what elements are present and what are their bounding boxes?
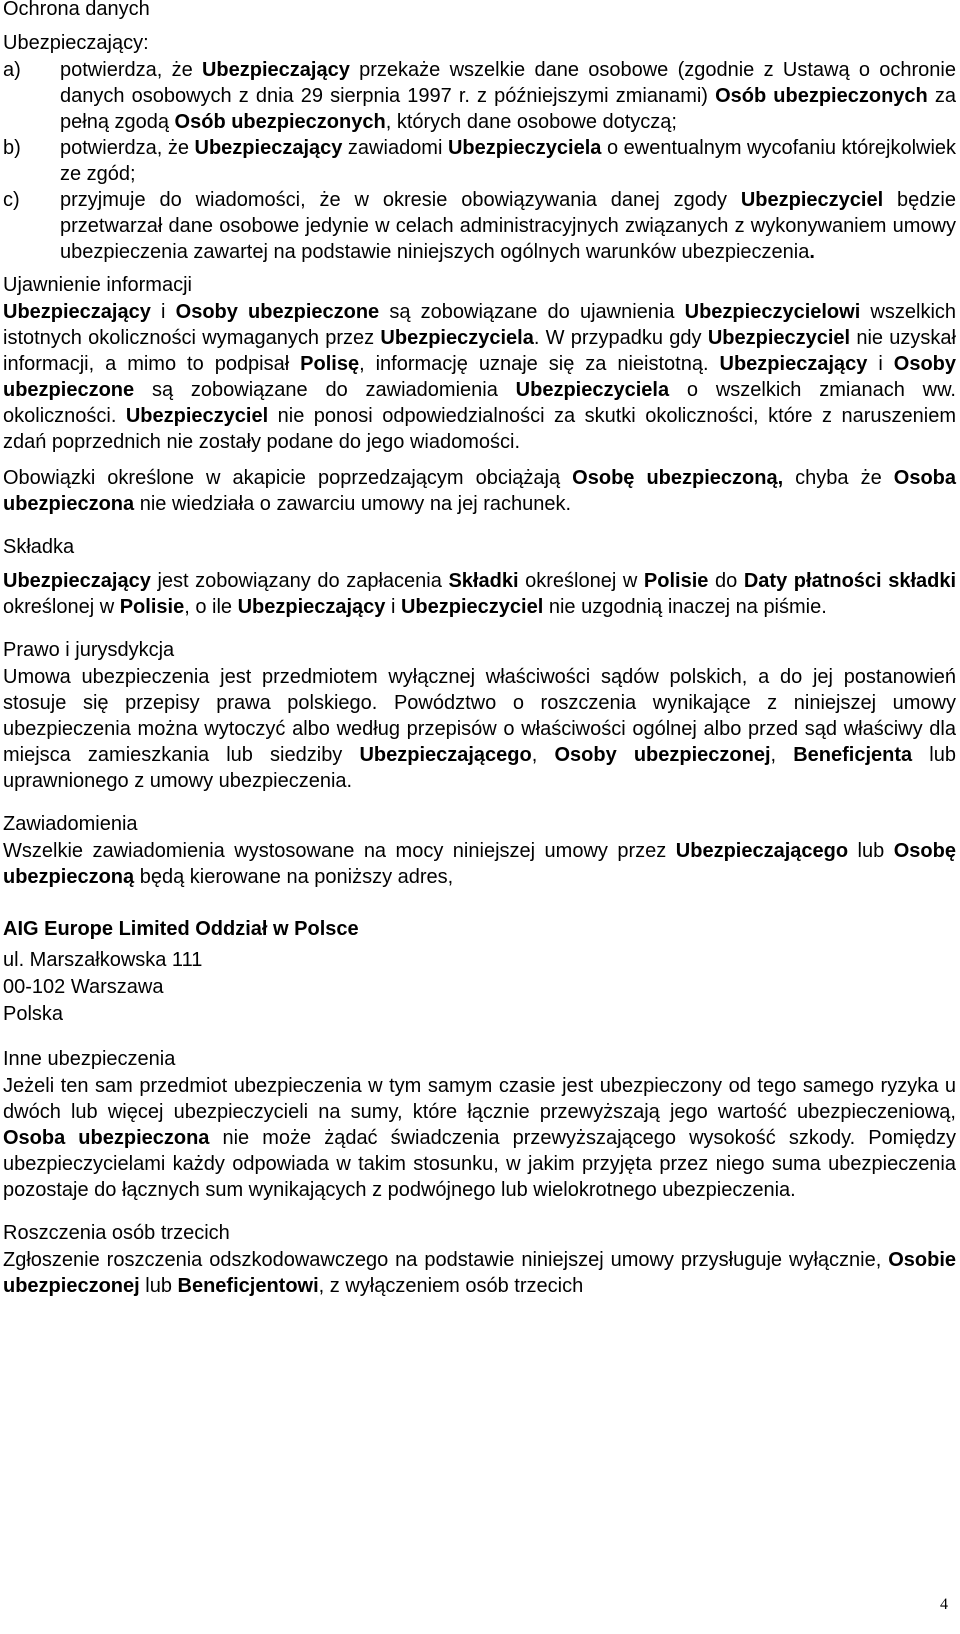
- text-run: nie uzgodnią inaczej na piśmie.: [543, 596, 827, 618]
- bold-term: Osoby ubezpieczone: [175, 301, 380, 323]
- text-run: są zobowiązane do zawiadomienia: [134, 379, 516, 401]
- text-run: do: [708, 570, 744, 592]
- list-marker: c): [3, 189, 20, 211]
- text-run: potwierdza, że: [60, 59, 202, 81]
- disclosure-paragraph: [3, 299, 956, 455]
- text-run: Jeżeli ten sam przedmiot ubezpieczenia w tym samym czasie jest ubezpieczony od tego samego ryzyka u dwóch lub więcej ubezpieczycieli na sumy, które łącznie przewyższają jego wartość ubezpieczeniową,: [3, 1075, 956, 1123]
- text-run: , o ile: [184, 596, 238, 618]
- bold-term: Ubezpieczyciela: [515, 379, 670, 401]
- text-run: potwierdza, że: [60, 137, 195, 159]
- text-run: określonej w: [3, 596, 120, 618]
- insurer-subtitle: Ubezpieczający:: [3, 32, 149, 54]
- bold-term: Składki: [448, 570, 519, 592]
- consent-list: [3, 57, 956, 265]
- company-name: AIG Europe Limited Oddział w Polsce: [3, 918, 359, 940]
- law-paragraph: [3, 664, 956, 794]
- disclosure-obligations-paragraph: [3, 465, 956, 517]
- address-country: Polska: [3, 1003, 64, 1025]
- text-run: jest zobowiązany do zapłacenia: [150, 570, 449, 592]
- bold-term: Ubezpieczyciela: [380, 327, 534, 349]
- text-run: będą kierowane na poniższy adres,: [134, 866, 454, 888]
- bold-term: Osób ubezpieczonych: [715, 85, 928, 107]
- notices-paragraph: [3, 838, 956, 890]
- bold-term: Osoby ubezpieczone: [3, 353, 957, 401]
- text-run: przekaże wszelkie dane osobowe (zgodnie z Ustawą o ochronie danych osobowych z dnia 29 sierpnia 1997 r. z późniejszymi zmianami): [60, 59, 956, 107]
- section-title-other-insurance: Inne ubezpieczenia: [3, 1048, 176, 1070]
- bold-term: Ubezpieczającego: [359, 744, 532, 766]
- page-number: 4: [940, 1596, 948, 1613]
- text-run: , których dane osobowe dotyczą;: [385, 111, 677, 133]
- text-run: wszelkich istotnych okoliczności wymaganych przez: [3, 301, 957, 349]
- text-run: i: [150, 301, 176, 323]
- text-run: , z wyłączeniem osób trzecich: [318, 1275, 584, 1297]
- text-run: i: [867, 353, 894, 375]
- text-run: nie wiedziała o zawarciu umowy na jej rachunek.: [134, 493, 572, 515]
- text-run: , informację uznaje się za nieistotną.: [359, 353, 720, 375]
- text-run: będzie przetwarzał dane osobowe jedynie w celach administracyjnych związanych z wykonywaniem umowy ubezpieczenia zawartej na podstawie niniejszych ogólnych warunków ubezpieczenia: [60, 189, 956, 263]
- section-title-premium: Składka: [3, 536, 75, 558]
- list-item-text: [60, 187, 956, 265]
- bold-term: Ubezpieczyciel: [400, 596, 544, 618]
- bold-term: Polisę: [300, 353, 360, 375]
- text-run: Zgłoszenie roszczenia odszkodowawczego na podstawie niniejszej umowy przysługuje wyłącznie,: [3, 1249, 889, 1271]
- bold-term: Osobie ubezpieczonej: [3, 1249, 956, 1297]
- text-run: Obowiązki określone w akapicie poprzedzającym obciążają: [3, 467, 573, 489]
- bold-term: .: [809, 241, 815, 263]
- bold-term: Osób ubezpieczonych: [174, 111, 386, 133]
- bold-term: Polisie: [119, 596, 185, 618]
- bold-term: Osoba ubezpieczona: [3, 1127, 210, 1149]
- bold-term: Ubezpieczyciela: [447, 137, 602, 159]
- other-insurance-paragraph: [3, 1073, 956, 1203]
- document-page: [3, 0, 956, 1299]
- bold-term: Ubezpieczający: [3, 301, 151, 323]
- text-run: chyba że: [783, 467, 894, 489]
- text-run: są zobowiązane do ujawnienia: [379, 301, 685, 323]
- text-run: lub: [139, 1275, 178, 1297]
- text-run: nie uzyskał informacji, a mimo to podpisał: [3, 327, 956, 375]
- text-run: zawiadomi: [342, 137, 448, 159]
- list-marker: a): [3, 59, 21, 81]
- section-title-third-party-claims: Roszczenia osób trzecich: [3, 1222, 230, 1244]
- bold-term: Beneficjenta: [793, 744, 913, 766]
- bold-term: Osoba ubezpieczona: [3, 467, 957, 515]
- text-run: ,: [531, 744, 555, 766]
- premium-paragraph: [3, 568, 956, 620]
- address-block: [3, 916, 956, 1028]
- third-party-claims-paragraph: [3, 1247, 956, 1299]
- bold-term: Ubezpieczający: [194, 137, 343, 159]
- text-run: określonej w: [518, 570, 644, 592]
- text-run: ,: [770, 744, 794, 766]
- bold-term: Ubezpieczającego: [675, 840, 849, 862]
- bold-term: Daty płatności składki: [743, 570, 957, 592]
- list-marker: b): [3, 137, 21, 159]
- bold-term: Ubezpieczający: [237, 596, 386, 618]
- section-title-notices: Zawiadomienia: [3, 813, 138, 835]
- bold-term: Ubezpieczający: [719, 353, 868, 375]
- text-run: za pełną zgodą: [60, 85, 956, 133]
- text-run: i: [385, 596, 401, 618]
- text-run: lub: [848, 840, 894, 862]
- list-item: [3, 135, 956, 187]
- text-run: . W przypadku gdy: [533, 327, 708, 349]
- bold-term: Beneficjentowi: [177, 1275, 319, 1297]
- section-title-law: Prawo i jurysdykcja: [3, 639, 175, 661]
- bold-term: Ubezpieczyciel: [740, 189, 884, 211]
- bold-term: Osobę ubezpieczoną,: [572, 467, 784, 489]
- text-run: nie może żądać świadczenia przewyższającego wysokość szkody. Pomiędzy ubezpieczycielami każdy odpowiada w takim stosunku, w jakim przyjęta przez niego suma ubezpieczenia pozostaje do łącznych sum wynikających z podwójnego lub wielokrotnego ubezpieczenia.: [3, 1127, 957, 1201]
- bold-term: Ubezpieczycielowi: [684, 301, 861, 323]
- bold-term: Ubezpieczyciel: [707, 327, 851, 349]
- section-title-data-protection: Ochrona danych: [3, 0, 150, 20]
- address-street: ul. Marszałkowska 111: [3, 949, 203, 971]
- list-item-text: [60, 135, 956, 187]
- bold-term: Ubezpieczający: [201, 59, 350, 81]
- text-run: Umowa ubezpieczenia jest przedmiotem wyłącznej właściwości sądów polskich, a do jej postanowień stosuje się przepisy prawa polskiego. Powództwo o roszczenia wynikające z niniejszej umowy ubezpieczenia można wytoczyć albo według przepisów o właściwości ogólnej albo przed sąd właściwy dla miejsca zamieszkania lub siedziby: [3, 666, 956, 766]
- bold-term: Polisie: [643, 570, 709, 592]
- text-run: lub uprawnionego z umowy ubezpieczenia.: [3, 744, 956, 792]
- bold-term: Ubezpieczyciel: [125, 405, 269, 427]
- text-run: Wszelkie zawiadomienia wystosowane na mocy niniejszej umowy przez: [3, 840, 676, 862]
- text-run: przyjmuje do wiadomości, że w okresie obowiązywania danej zgody: [60, 189, 741, 211]
- list-item: [3, 57, 956, 135]
- list-item-text: [60, 57, 956, 135]
- address-city: 00-102 Warszawa: [3, 976, 164, 998]
- section-title-disclosure: Ujawnienie informacji: [3, 274, 192, 296]
- bold-term: Ubezpieczający: [3, 570, 151, 592]
- list-item: [3, 187, 956, 265]
- text-run: o wszelkich zmianach ww. okoliczności.: [3, 379, 956, 427]
- text-run: o ewentualnym wycofaniu którejkolwiek ze zgód;: [60, 137, 957, 185]
- bold-term: Osobę ubezpieczoną: [3, 840, 956, 888]
- text-run: nie ponosi odpowiedzialności za skutki okoliczności, które z naruszeniem zdań poprzednich nie zostały podane do jego wiadomości.: [3, 405, 956, 453]
- bold-term: Osoby ubezpieczonej: [554, 744, 771, 766]
